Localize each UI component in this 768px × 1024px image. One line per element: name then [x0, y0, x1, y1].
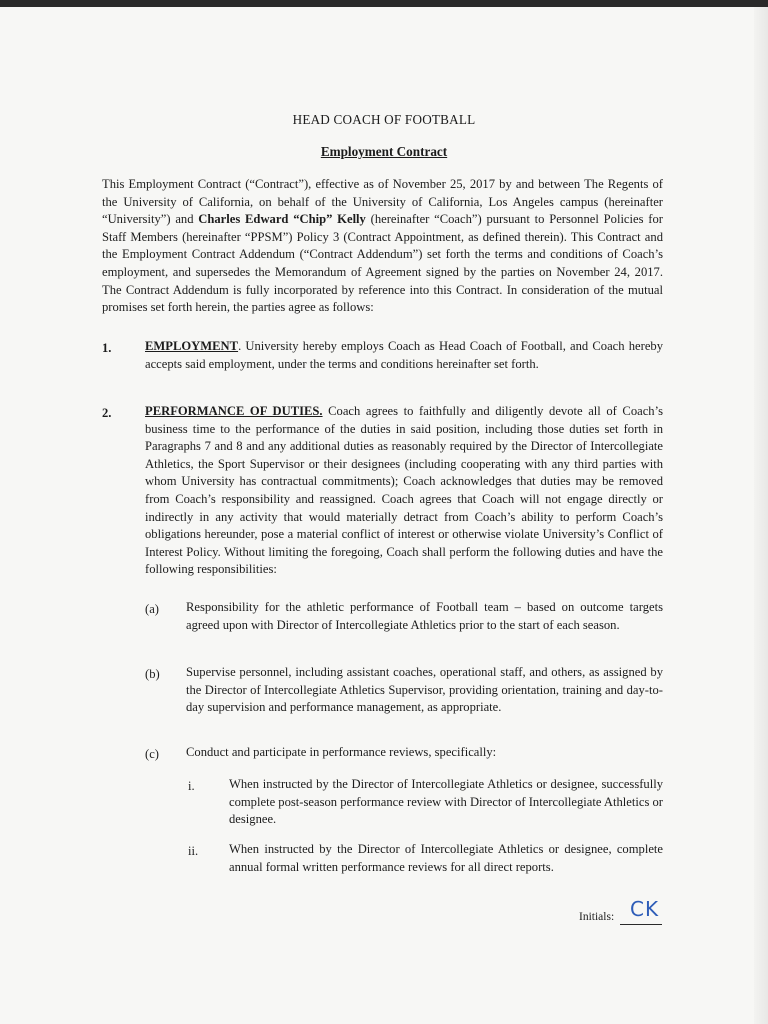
review-i-label: i. — [188, 779, 195, 793]
duty-c-label: (c) — [145, 747, 159, 761]
section-1-body: . University hereby employs Coach as Head Coach of Football, and Coach hereby accepts said employment, under the terms and conditions hereinafter set forth. — [145, 339, 663, 371]
section-2-performance — [145, 403, 663, 579]
section-2-body: Coach agrees to faithfully and diligently devote all of Coach’s business time to the performance of the duties in said position, including those duties set forth in Paragraphs 7 and 8 and any additional duties as reasonably required by the Director of Intercollegiate Athletics, the Sport Supervisor or their designees (including cooperating with any third parties with whom University has contractual commitments); Coach acknowledges that duties may be removed from Coach’s responsibility and reassigned. Coach agrees that Coach will not engage directly or indirectly in any activity that would materially detract from Coach’s ability to perform Coach’s obligations hereunder, pose a material conflict of interest or otherwise violate University’s Conflict of Interest Policy. Without limiting the foregoing, Coach shall perform the following duties and have the following responsibilities: — [145, 404, 663, 577]
intro-text-part1: This Employment Contract (“Contract”), effective as of November 25, 2017 by and between The Regents of the University of California, on behalf of the University of California, Los Angeles campus (hereinafter “University”) and — [102, 177, 663, 227]
review-ii-text: When instructed by the Director of Intercollegiate Athletics or designee, complete annual formal written performance reviews for all direct reports. — [229, 842, 663, 874]
section-1-number: 1. — [102, 341, 112, 355]
duty-c-text: Conduct and participate in performance reviews, specifically: — [186, 745, 497, 759]
duty-b-text: Supervise personnel, including assistant coaches, operational staff, and others, as assigned by the Director of Intercollegiate Athletics Supervisor, providing orientation, training and day-to-day supervision and performance management, as appropriate. — [186, 665, 663, 715]
duty-b-label: (b) — [145, 667, 160, 681]
duty-a-text: Responsibility for the athletic performance of Football team – based on outcome targets agreed upon with Director of Intercollegiate Athletics prior to the start of each season. — [186, 600, 663, 632]
section-2-number: 2. — [102, 406, 112, 420]
section-2-heading: PERFORMANCE OF DUTIES. — [145, 404, 323, 418]
initials-label: Initials: — [579, 911, 615, 923]
intro-text-part2: (hereinafter “Coach”) pursuant to Personnel Policies for Staff Members (hereinafter “PPSM”) Policy 3 (Contract Appointment, as defined therein). This Contract and the Employment Contract Addendum (“Contract Addendum”) set forth the terms and conditions of Coach’s employment, and supersedes the Memorandum of Agreement signed by the parties on November 24, 2017. The Contract Addendum is fully incorporated by reference into this Contract. In consideration of the mutual promises set forth herein, the parties agree as follows: — [102, 212, 663, 315]
review-i-text: When instructed by the Director of Intercollegiate Athletics or designee, successfully complete post-season performance review with Director of Intercollegiate Athletics or designee. — [229, 777, 663, 827]
document-title: HEAD COACH OF FOOTBALL — [292, 112, 476, 127]
section-1-employment — [145, 338, 663, 373]
scan-top-edge — [0, 0, 768, 7]
document-subtitle: Employment Contract — [320, 144, 448, 159]
initials-signature-line — [620, 924, 662, 925]
intro-paragraph — [102, 176, 663, 317]
section-1-heading: EMPLOYMENT — [145, 339, 239, 353]
initials-signature: CK — [630, 897, 660, 921]
review-ii-label: ii. — [188, 844, 199, 858]
duty-a-label: (a) — [145, 602, 159, 616]
coach-name: Charles Edward “Chip” Kelly — [198, 212, 366, 227]
